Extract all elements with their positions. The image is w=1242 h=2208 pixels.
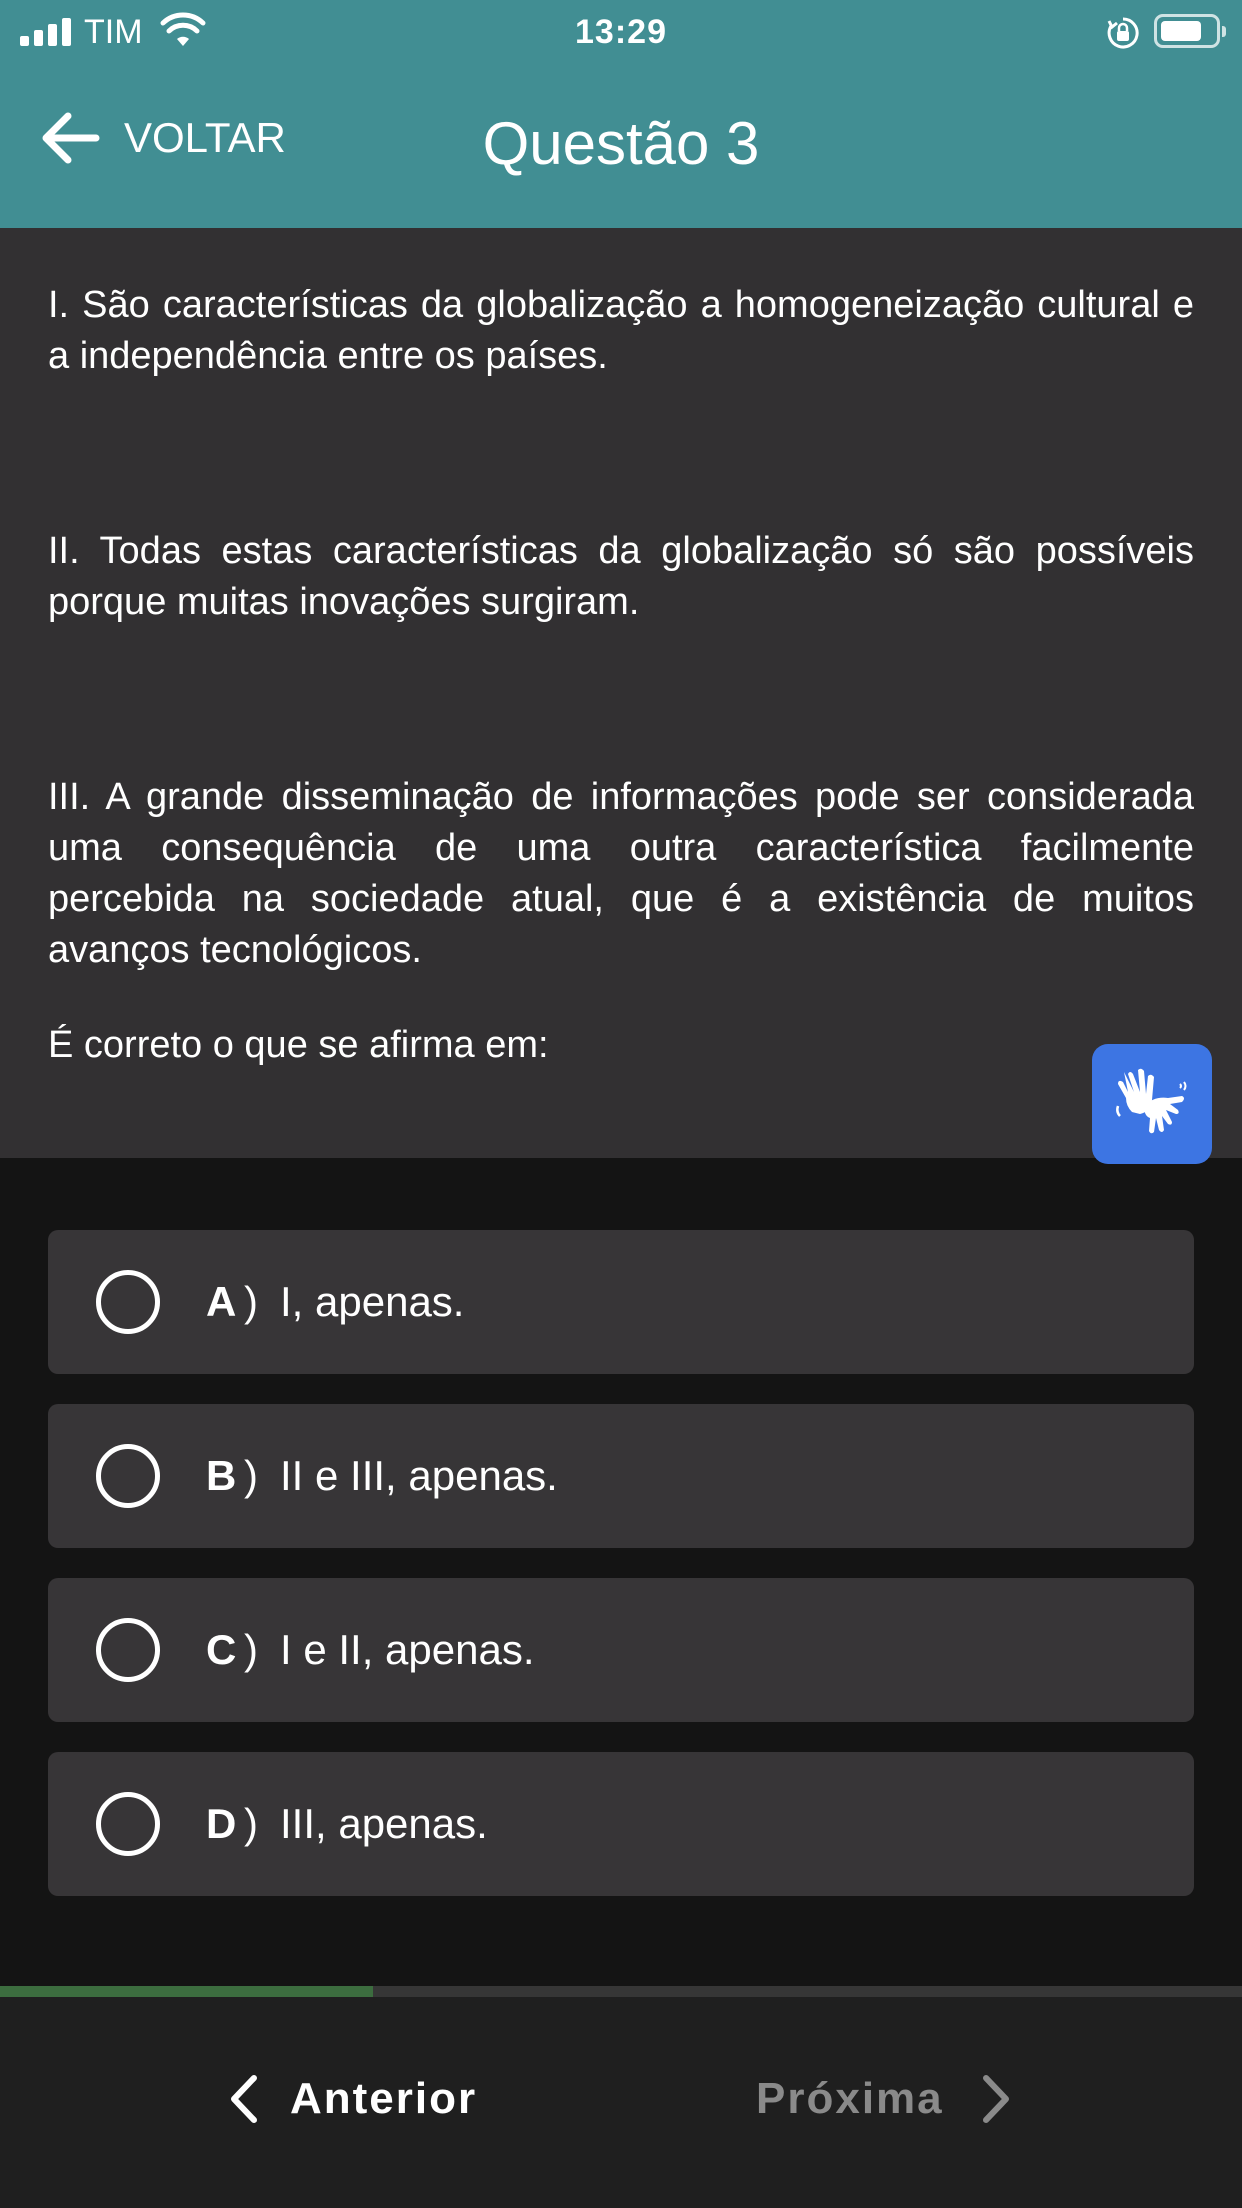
progress-bar	[0, 1986, 1242, 1997]
bottom-navigation	[0, 1997, 1242, 2208]
option-c[interactable]	[48, 1578, 1194, 1722]
carrier-name: TIM	[84, 13, 143, 51]
option-letter: B	[206, 1452, 237, 1499]
rotation-lock-icon	[1106, 16, 1140, 50]
option-text: I, apenas.	[280, 1278, 465, 1325]
chevron-right-icon	[980, 2074, 1014, 2124]
battery-icon	[1154, 14, 1220, 48]
option-text: II e III, apenas.	[280, 1452, 558, 1499]
option-paren: )	[244, 1278, 258, 1325]
sign-language-hands-icon	[1114, 1066, 1190, 1142]
page-title: Questão 3	[482, 110, 760, 177]
question-prompt: É correto o que se afirma em:	[48, 1024, 549, 1066]
option-text: I e II, apenas.	[280, 1626, 535, 1673]
option-letter: D	[206, 1800, 237, 1847]
option-letter: C	[206, 1626, 237, 1673]
option-b[interactable]	[48, 1404, 1194, 1548]
question-statement	[0, 228, 1242, 1158]
option-paren: )	[244, 1452, 258, 1499]
radio-button-c[interactable]	[96, 1618, 160, 1682]
option-letter: A	[206, 1278, 237, 1325]
chevron-left-icon	[226, 2074, 260, 2124]
previous-button[interactable]	[226, 2067, 477, 2131]
statement-iii: III. A grande disseminação de informações pode ser considerada uma consequência de uma outra característica facilmente percebida na sociedade atual, que é a existência de muitos avanços tecnológicos.	[48, 776, 1194, 971]
radio-button-b[interactable]	[96, 1444, 160, 1508]
radio-button-a[interactable]	[96, 1270, 160, 1334]
option-paren: )	[244, 1800, 258, 1847]
statement-i: I. São características da globalização a homogeneização cultural e a independência entre os países.	[48, 284, 1194, 377]
option-a[interactable]	[48, 1230, 1194, 1374]
previous-label: Anterior	[290, 2074, 478, 2123]
next-button[interactable]	[756, 2067, 1014, 2131]
option-paren: )	[244, 1626, 258, 1673]
option-text: III, apenas.	[280, 1800, 488, 1847]
option-d[interactable]	[48, 1752, 1194, 1896]
app-header	[0, 0, 1242, 228]
statement-ii: II. Todas estas características da globalização só são possíveis porque muitas inovações surgiram.	[48, 530, 1194, 623]
sign-language-button[interactable]	[1092, 1044, 1212, 1164]
status-bar	[0, 0, 1242, 64]
status-time: 13:29	[575, 13, 667, 51]
next-label: Próxima	[756, 2074, 944, 2123]
back-label: VOLTAR	[124, 114, 286, 161]
progress-fill	[0, 1986, 373, 1997]
radio-button-d[interactable]	[96, 1792, 160, 1856]
